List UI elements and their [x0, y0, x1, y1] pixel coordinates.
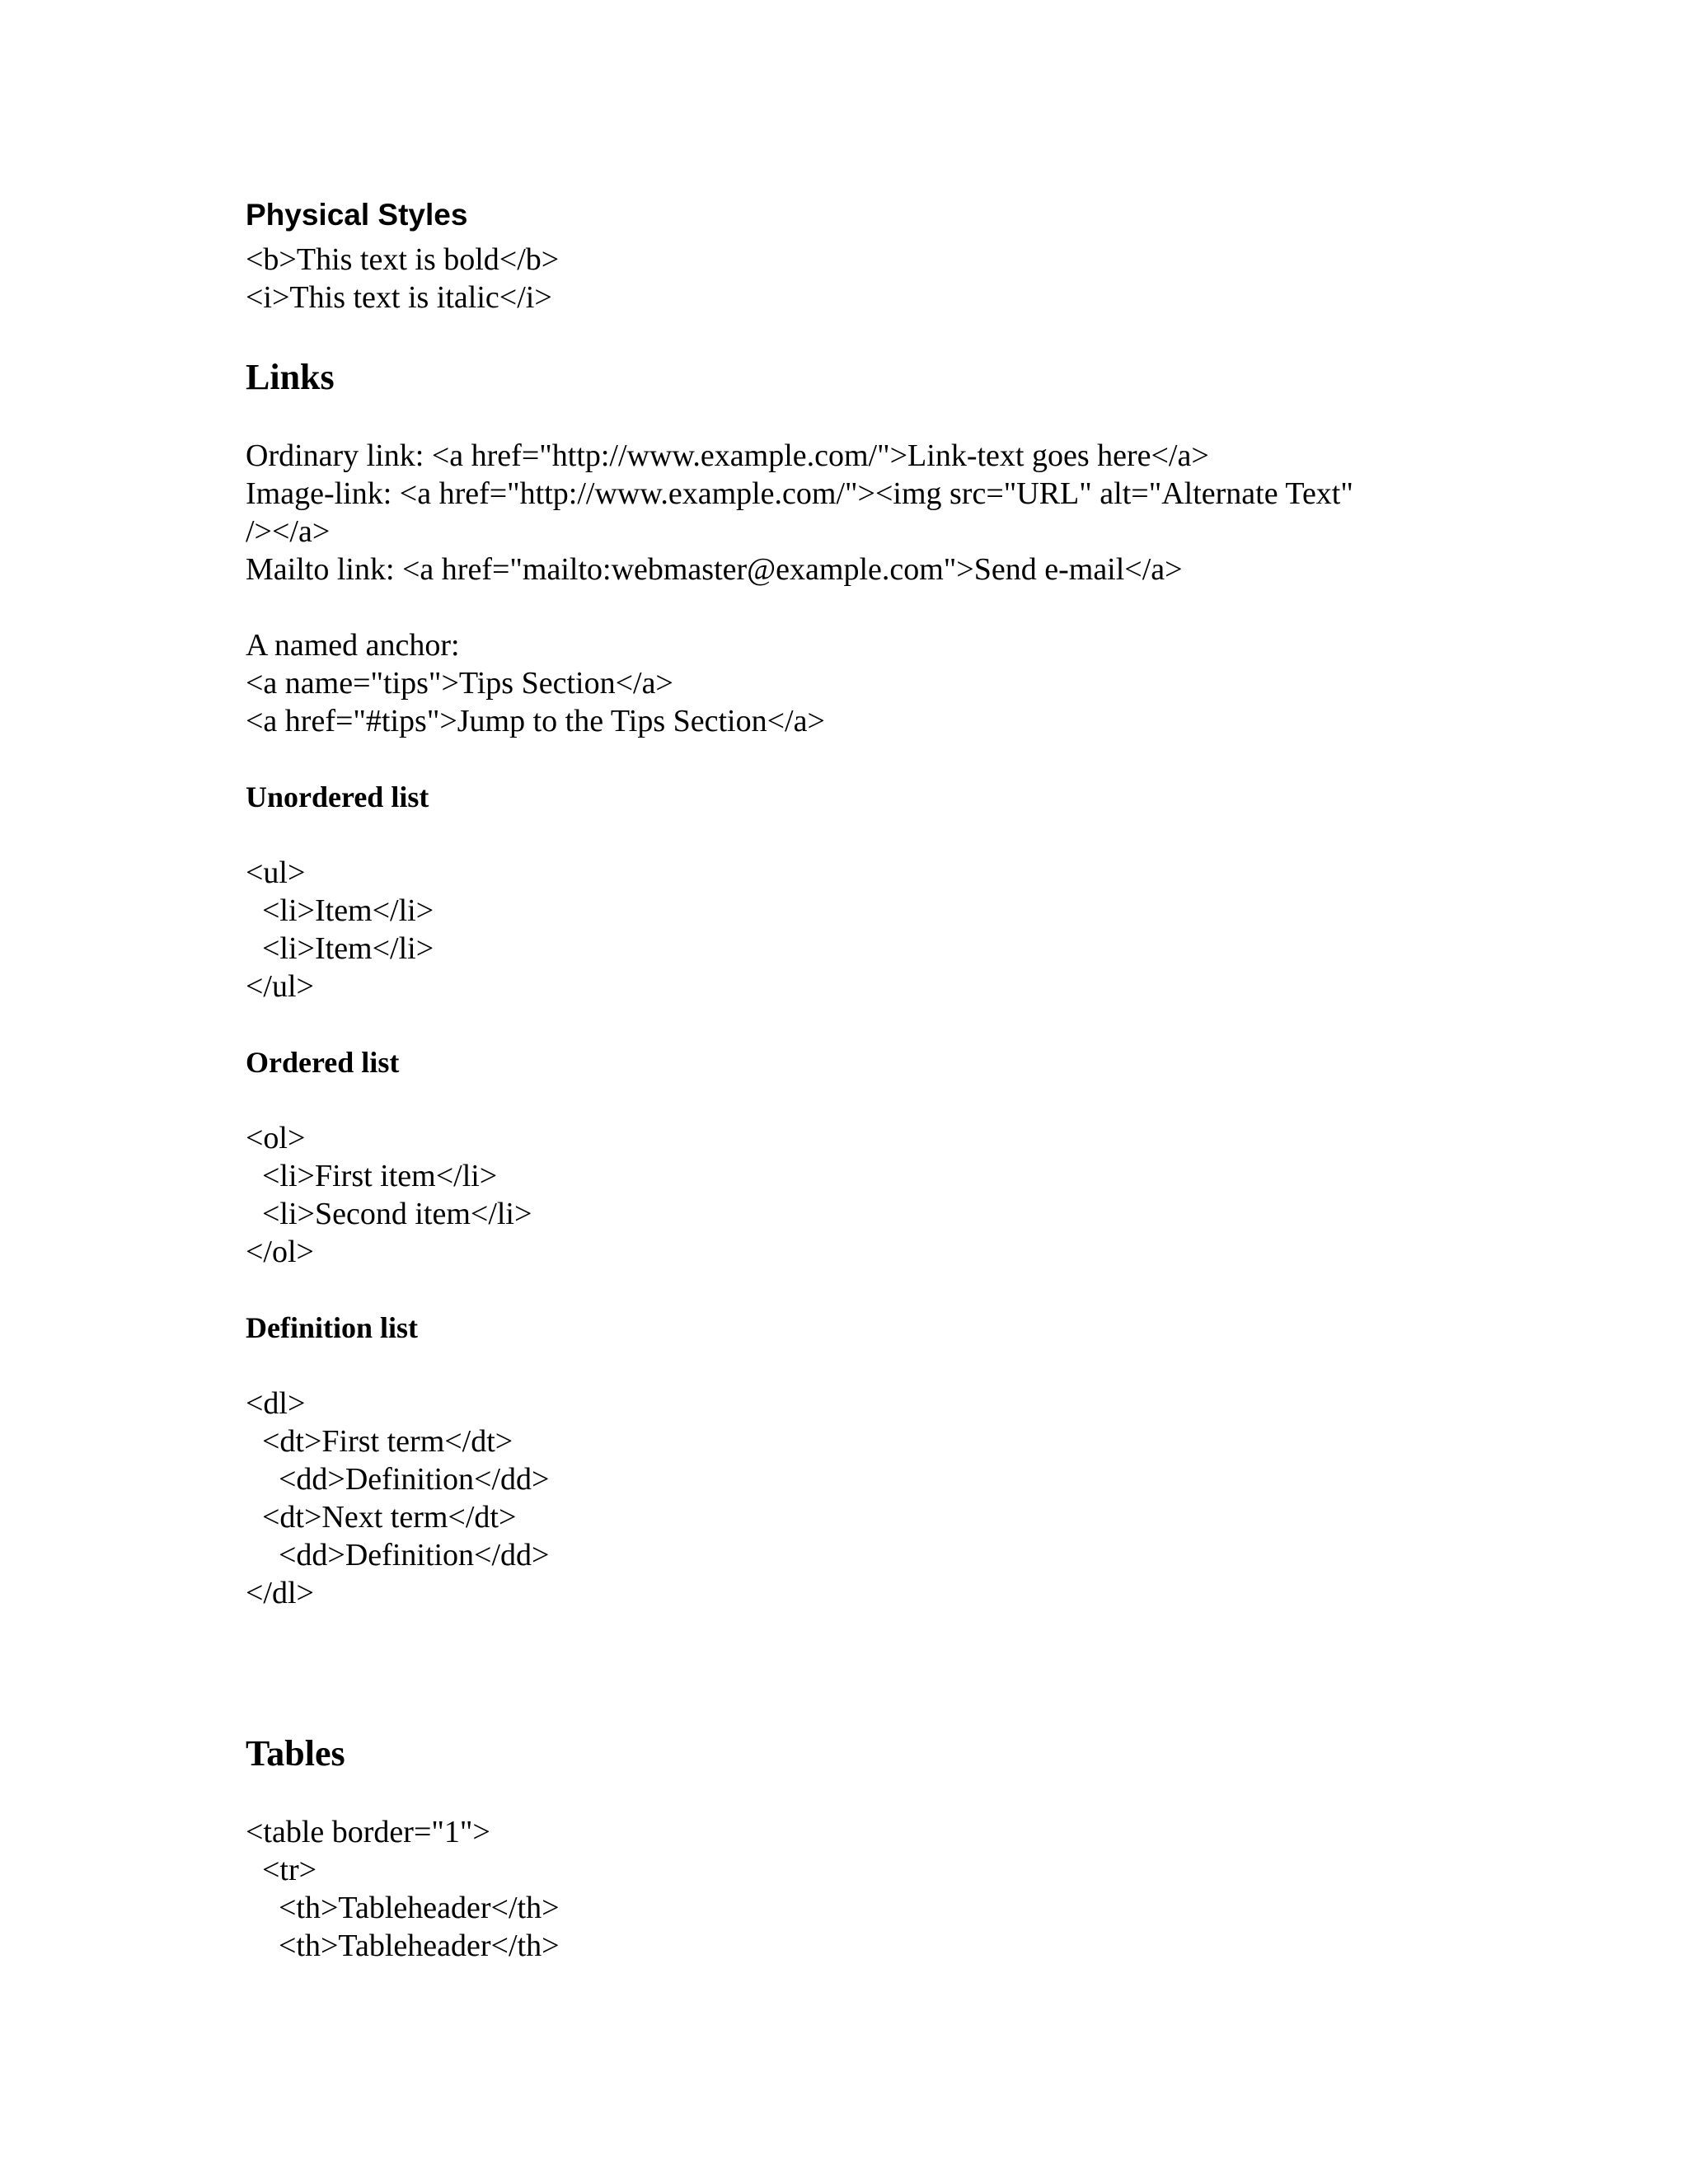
code-line: <dt>First term</dt> — [262, 1424, 513, 1459]
code-line: <dl> — [246, 1386, 306, 1421]
code-line: <li>Second item</li> — [262, 1197, 532, 1231]
physical-styles-heading: Physical Styles — [246, 198, 468, 232]
tables-heading: Tables — [246, 1733, 345, 1774]
document-page — [246, 0, 1482, 2184]
code-line: <th>Tableheader</th> — [279, 1929, 560, 1963]
code-line: <li>First item</li> — [262, 1159, 498, 1193]
code-line: <dd>Definition</dd> — [279, 1538, 550, 1572]
image-link-line: Image-link: <a href="http://www.example.com/"><img src="URL" alt="Alternate Text" — [246, 476, 1353, 511]
mailto-link-line: Mailto link: <a href="mailto:webmaster@example.com">Send e-mail</a> — [246, 552, 1183, 587]
jump-anchor-line: <a href="#tips">Jump to the Tips Section</a> — [246, 704, 825, 738]
code-line: </ol> — [246, 1235, 314, 1269]
code-line: <th>Tableheader</th> — [279, 1891, 560, 1925]
code-line: <tr> — [262, 1853, 317, 1887]
code-line: <ol> — [246, 1121, 306, 1155]
named-anchor-label: A named anchor: — [246, 628, 460, 663]
bold-example-line: <b>This text is bold</b> — [246, 242, 560, 277]
italic-example-line: <i>This text is italic</i> — [246, 280, 552, 315]
code-line: </ul> — [246, 969, 314, 1004]
named-anchor-line: <a name="tips">Tips Section</a> — [246, 666, 673, 701]
ordinary-link-line: Ordinary link: <a href="http://www.example.com/">Link-text goes here</a> — [246, 438, 1209, 473]
unordered-list-heading: Unordered list — [246, 780, 429, 813]
code-line: </dl> — [246, 1576, 314, 1610]
definition-list-heading: Definition list — [246, 1311, 419, 1344]
ordered-list-heading: Ordered list — [246, 1046, 400, 1079]
code-line: <li>Item</li> — [262, 893, 434, 928]
code-line: <dt>Next term</dt> — [262, 1500, 517, 1535]
code-line: <dd>Definition</dd> — [279, 1462, 550, 1497]
links-heading: Links — [246, 357, 335, 397]
image-link-line-continued: /></a> — [246, 514, 331, 549]
code-line: <table border="1"> — [246, 1815, 490, 1849]
code-line: <li>Item</li> — [262, 931, 434, 966]
code-line: <ul> — [246, 855, 306, 890]
